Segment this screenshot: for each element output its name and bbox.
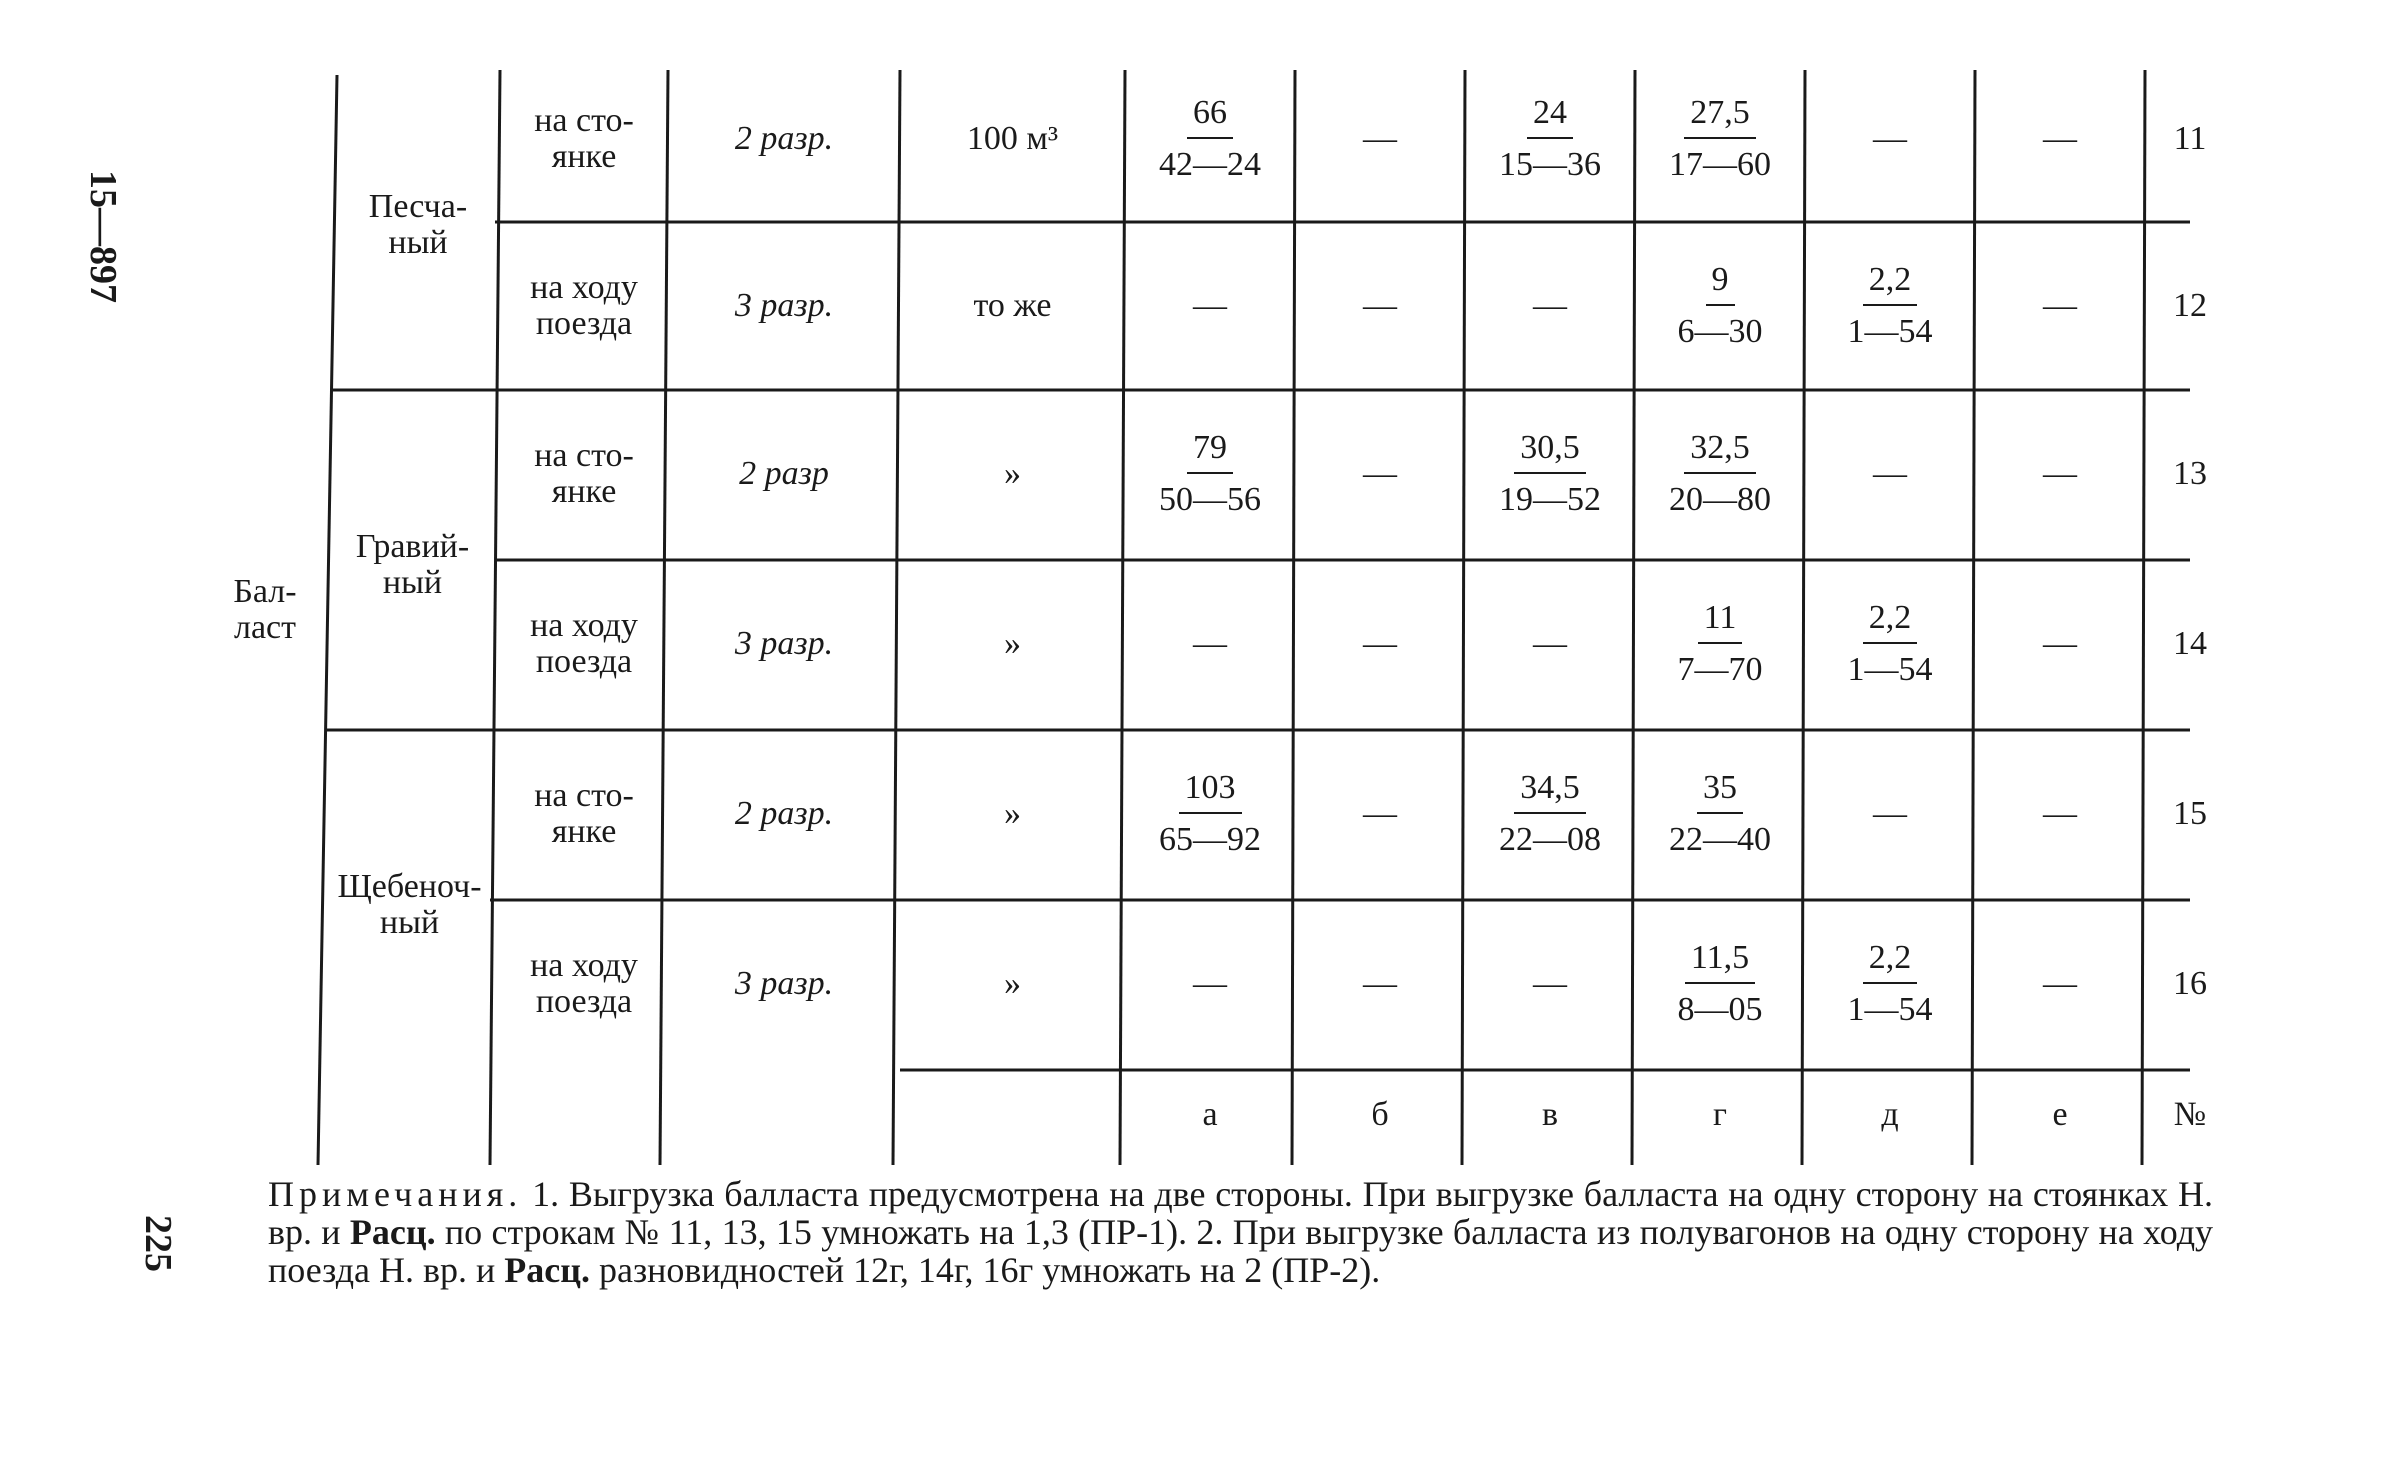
unit-cell: »: [1004, 795, 1021, 832]
value-a-cell: —: [1193, 287, 1227, 324]
value-g-cell: [1635, 55, 1805, 223]
value-a-cell: [1125, 55, 1295, 223]
value-g-cell: [1635, 222, 1805, 390]
rate-price: 1—54: [1847, 991, 1933, 1028]
category-label: Песча- ный: [368, 188, 468, 261]
notes-paragraph: [268, 1175, 2213, 1289]
time-norm: 30,5: [1514, 430, 1586, 474]
notes-text: 1. Выгрузка балласта предусмотрена на две стороны. При выгрузке балласта на одну сторону на стоянках Н. вр. и: [268, 1174, 2213, 1252]
value-b-cell: —: [1363, 120, 1397, 157]
fraction: [1669, 430, 1771, 518]
rate-price: 7—70: [1677, 651, 1763, 688]
rate-price: 42—24: [1159, 146, 1261, 183]
footer-label: д: [1881, 1096, 1899, 1133]
grade-cell: 3 разр.: [734, 287, 834, 324]
value-b-cell: —: [1363, 625, 1397, 662]
grade-cell: 3 разр.: [734, 965, 834, 1002]
condition-cell: на сто- янке: [534, 777, 634, 850]
fraction: [1159, 95, 1261, 183]
value-b-cell: —: [1363, 287, 1397, 324]
fraction: [1499, 770, 1601, 858]
time-norm: 79: [1187, 430, 1233, 474]
value-a-cell: [1125, 730, 1295, 898]
group-label: Бал- ласт: [233, 573, 297, 646]
value-g-cell: [1635, 900, 1805, 1068]
fraction: [1159, 770, 1261, 858]
fraction: [1669, 95, 1771, 183]
rate-price: 8—05: [1677, 991, 1763, 1028]
value-v-cell: —: [1533, 287, 1567, 324]
rate-price: 22—40: [1669, 821, 1771, 858]
row-number-cell: 12: [2173, 287, 2207, 324]
unit-cell: »: [1004, 455, 1021, 492]
time-norm: 2,2: [1863, 600, 1918, 644]
category-label: Щебеноч- ный: [337, 868, 482, 941]
notes-heading: Примечания.: [268, 1174, 523, 1214]
footer-label: г: [1713, 1096, 1727, 1133]
fraction: [1669, 770, 1771, 858]
fraction: [1159, 430, 1261, 518]
rate-price: 15—36: [1499, 146, 1601, 183]
row-number-cell: 14: [2173, 625, 2207, 662]
rate-price: 6—30: [1677, 313, 1763, 350]
rate-price: 17—60: [1669, 146, 1771, 183]
condition-cell: на сто- янке: [534, 102, 634, 175]
value-v-cell: [1465, 730, 1635, 898]
value-e-cell: —: [2043, 455, 2077, 492]
row-number-cell: 13: [2173, 455, 2207, 492]
value-b-cell: —: [1363, 455, 1397, 492]
rate-price: 22—08: [1499, 821, 1601, 858]
value-d-cell: —: [1873, 795, 1907, 832]
value-e-cell: —: [2043, 625, 2077, 662]
value-d-cell: —: [1873, 120, 1907, 157]
value-e-cell: —: [2043, 965, 2077, 1002]
time-norm: 2,2: [1863, 940, 1918, 984]
notes-text: по строкам № 11, 13, 15 умножать на 1,3 (ПР-1). 2. При выгрузке балласта из полувагонов на одну сторону на ходу поезда Н. вр. и: [268, 1212, 2214, 1290]
grade-cell: 2 разр.: [734, 795, 834, 832]
page-code: 15—897: [82, 170, 124, 303]
value-a-cell: [1125, 390, 1295, 558]
value-b-cell: —: [1363, 795, 1397, 832]
time-norm: 24: [1527, 95, 1573, 139]
footer-label: №: [2173, 1096, 2207, 1133]
value-a-cell: —: [1193, 965, 1227, 1002]
value-a-cell: —: [1193, 625, 1227, 662]
value-g-cell: [1635, 560, 1805, 728]
condition-cell: на ходу поезда: [530, 607, 638, 680]
grade-cell: 3 разр.: [734, 625, 834, 662]
time-norm: 27,5: [1684, 95, 1756, 139]
footer-label: а: [1202, 1096, 1218, 1133]
time-norm: 11,5: [1685, 940, 1755, 984]
category-label: Гравий- ный: [355, 528, 470, 601]
row-number-cell: 16: [2173, 965, 2207, 1002]
time-norm: 34,5: [1514, 770, 1586, 814]
time-norm: 103: [1179, 770, 1242, 814]
value-e-cell: —: [2043, 795, 2077, 832]
condition-cell: на ходу поезда: [530, 269, 638, 342]
unit-cell: »: [1004, 965, 1021, 1002]
value-v-cell: —: [1533, 625, 1567, 662]
fraction: [1678, 600, 1763, 688]
grade-cell: 2 разр: [739, 455, 829, 492]
time-norm: 9: [1706, 262, 1735, 306]
time-norm: 66: [1187, 95, 1233, 139]
notes-bold: Расц.: [504, 1250, 590, 1290]
unit-cell: то же: [973, 287, 1052, 324]
time-norm: 2,2: [1863, 262, 1918, 306]
value-e-cell: —: [2043, 287, 2077, 324]
fraction: [1678, 940, 1763, 1028]
time-norm: 35: [1697, 770, 1743, 814]
fraction: [1848, 940, 1933, 1028]
value-g-cell: [1635, 730, 1805, 898]
value-d-cell: [1805, 900, 1975, 1068]
unit-cell: »: [1004, 625, 1021, 662]
value-g-cell: [1635, 390, 1805, 558]
notes-bold: Расц.: [349, 1212, 436, 1252]
time-norm: 32,5: [1684, 430, 1756, 474]
fraction: [1678, 262, 1763, 350]
notes-text: разновидностей 12г, 14г, 16г умножать на 2 (ПР-2).: [589, 1250, 1381, 1290]
value-b-cell: —: [1363, 965, 1397, 1002]
fraction: [1499, 430, 1601, 518]
rate-price: 1—54: [1847, 651, 1933, 688]
rate-price: 19—52: [1499, 481, 1601, 518]
row-number-cell: 11: [2173, 120, 2207, 157]
footer-label: б: [1371, 1096, 1389, 1133]
value-d-cell: [1805, 560, 1975, 728]
page-number: 225: [137, 1215, 179, 1272]
rate-price: 50—56: [1159, 481, 1261, 518]
footer-label: е: [2052, 1096, 2068, 1133]
unit-cell: 100 м³: [966, 120, 1059, 157]
rate-price: 1—54: [1847, 313, 1933, 350]
value-e-cell: —: [2043, 120, 2077, 157]
value-v-cell: [1465, 55, 1635, 223]
value-v-cell: [1465, 390, 1635, 558]
time-norm: 11: [1698, 600, 1743, 644]
condition-cell: на ходу поезда: [530, 947, 638, 1020]
value-d-cell: —: [1873, 455, 1907, 492]
value-d-cell: [1805, 222, 1975, 390]
fraction: [1499, 95, 1601, 183]
rate-price: 65—92: [1159, 821, 1261, 858]
value-v-cell: —: [1533, 965, 1567, 1002]
condition-cell: на сто- янке: [534, 437, 634, 510]
grade-cell: 2 разр.: [734, 120, 834, 157]
fraction: [1848, 262, 1933, 350]
footer-label: в: [1541, 1096, 1559, 1133]
rate-price: 20—80: [1669, 481, 1771, 518]
fraction: [1848, 600, 1933, 688]
row-number-cell: 15: [2173, 795, 2207, 832]
